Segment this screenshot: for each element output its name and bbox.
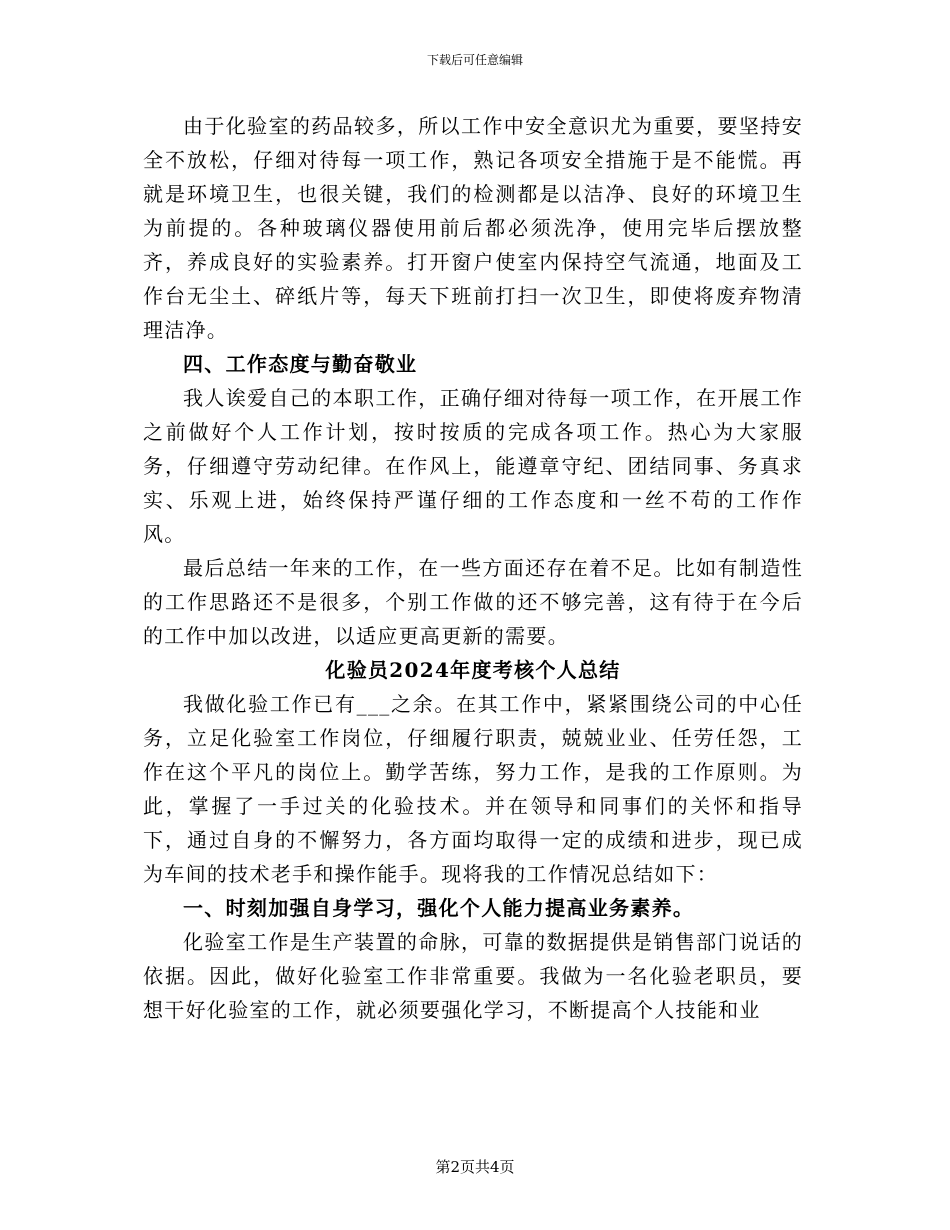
paragraph-safety-hygiene: 由于化验室的药品较多，所以工作中安全意识尤为重要，要坚持安全不放松，仔细对待每一项工作，熟记各项安全措施于是不能慌。再就是环境卫生，也很关键，我们的检测都是以洁净、良好的环境卫生为前提的。各种玻璃仪器使用前后都必须洗净，使用完毕后摆放整齐，养成良好的实验素养。打开窗户使室内保持空气流通，地面及工作台无尘土、碎纸片等，每天下班前打扫一次卫生，即使将废弃物清理洁净。 [143,114,803,342]
paragraph-introduction: 我做化验工作已有___之余。在其工作中，紧紧围绕公司的中心任务，立足化验室工作岗位，仔细履行职责，兢兢业业、任劳任怨，工作在这个平凡的岗位上。勤学苦练，努力工作，是我的工作原则。为此，掌握了一手过关的化验技术。并在领导和同事们的关怀和指导下，通过自身的不懈努力，各方面均取得一定的成绩和进步，现已成为车间的技术老手和操作能手。现将我的工作情况总结如下： [143,692,803,886]
document-body [143,109,803,1027]
paragraph-lab-importance: 化验室工作是生产装置的命脉，可靠的数据提供是销售部门说话的依据。因此，做好化验室工作非常重要。我做为一名化验老职员，要想干好化验室的工作，就必须要强化学习，不断提高个人技能和业 [143,930,803,1022]
page-number: 第2页共4页 [435,1158,515,1176]
section-heading-work-attitude: 四、工作态度与勤奋敬业 [183,352,418,376]
section-heading-self-study: 一、时刻加强自身学习，强化个人能力提高业务素养。 [183,896,695,920]
page-header-note: 下载后可任意编辑 [426,53,523,67]
document-title: 化验员2024年度考核个人总结 [325,658,621,682]
paragraph-work-attitude: 我人诶爱自己的本职工作，正确仔细对待每一项工作，在开展工作之前做好个人工作计划，按时按质的完成各项工作。热心为大家服务，仔细遵守劳动纪律。在作风上，能遵章守纪、团结同事、务真求实、乐观上进，始终保持严谨仔细的工作态度和一丝不苟的工作作风。 [143,386,803,546]
paragraph-shortcomings: 最后总结一年来的工作，在一些方面还存在着不足。比如有制造性的工作思路还不是很多，个别工作做的还不够完善，这有待于在今后的工作中加以改进，以适应更高更新的需要。 [143,556,803,648]
